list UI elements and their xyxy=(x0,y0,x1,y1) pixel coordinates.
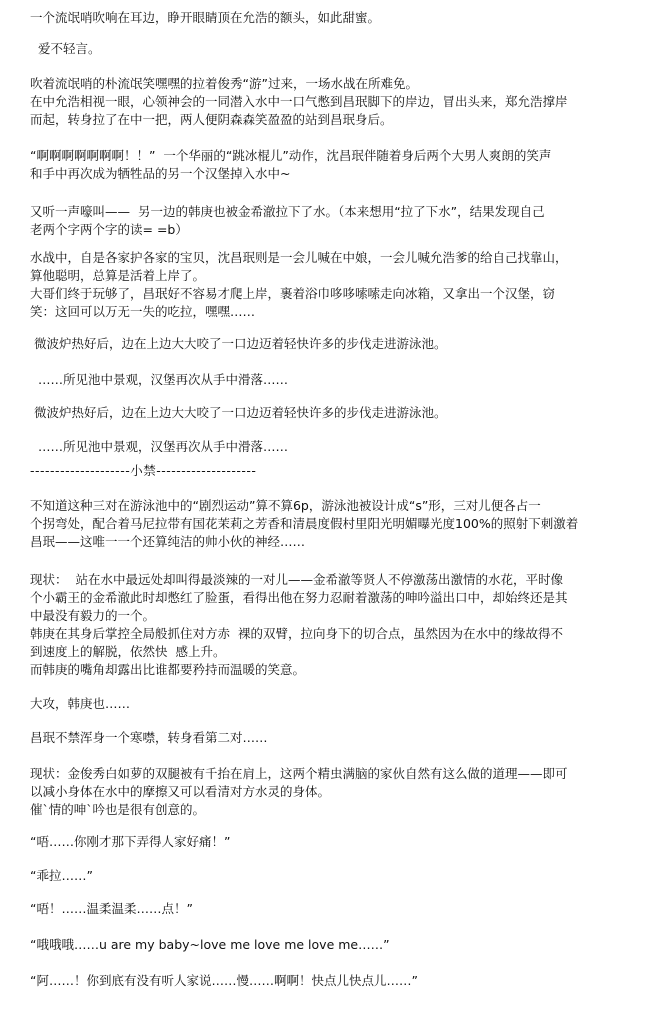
text-line: 而韩庚的嘴角却露出比谁都要矜持而温暖的笑意。 xyxy=(30,662,306,677)
text-line: 和手中再次成为牺牲品的另一个汉堡掉入水中~ xyxy=(30,166,291,181)
text-line: 昌珉不禁浑身一个寒噤，转身看第二对…… xyxy=(30,730,268,745)
text-line: 老两个字两个字的读= =b） xyxy=(30,222,188,237)
text-line: “唔……你刚才那下弄得人家好痛！” xyxy=(30,834,231,849)
section-separator: --------------------小禁-------------------- xyxy=(30,463,257,478)
text-line: “啊啊啊啊啊啊啊！！” 一个华丽的“跳冰棍儿”动作，沈昌珉伴随着身后两个大男人爽朗的笑声 xyxy=(30,148,552,163)
text-line: 大哥们终于玩够了，昌珉好不容易才爬上岸，裹着浴巾哆哆嗦嗦走向冰箱，又拿出一个汉堡，窃 xyxy=(30,286,556,301)
text-line: 昌珉——这唯一一个还算纯洁的帅小伙的神经…… xyxy=(30,534,306,549)
text-line: 现状：金俊秀白如萝的双腿被有千抬在肩上，这两个精虫满脑的家伙自然有这么做的道理——即可 xyxy=(30,766,568,781)
text-line: 而起，转身拉了在中一把，两人便阴森森笑盈盈的站到昌珉身后。 xyxy=(30,112,393,127)
text-line: 微波炉热好后，边在上边大大咬了一口边迈着轻快许多的步伐走进游泳池。 xyxy=(30,405,447,420)
text-line: 个拐弯处，配合着马尼拉带有国花茉莉之芳香和清晨度假村里阳光明媚曝光度100%的照射下刺激着 xyxy=(30,516,579,531)
text-line: 以减小身体在水中的摩擦又可以看清对方水灵的身体。 xyxy=(30,784,331,799)
text-line: 到速度上的解脱，依然快 感上升。 xyxy=(30,644,226,659)
text-line: 一个流氓哨吹响在耳边，睁开眼睛顶在允浩的额头，如此甜蜜。 xyxy=(30,10,381,25)
text-line: 又听一声嚎叫—— 另一边的韩庚也被金希澈拉下了水。（本来想用“拉了下水”，结果发现自己 xyxy=(30,204,545,219)
text-line: “乖拉……” xyxy=(30,868,93,883)
text-line: 个小霸王的金希澈此时却憋红了脸蛋，看得出他在努力忍耐着激荡的呻吟溢出口中，却始终还是其 xyxy=(30,590,568,605)
text-line: 韩庚在其身后掌控全局般抓住对方赤 裸的双臂，拉向身下的切合点，虽然因为在水中的缘故得不 xyxy=(30,626,563,641)
text-line: 中最没有毅力的一个。 xyxy=(30,608,156,623)
text-line: 笑：这回可以万无一失的吃拉，嘿嘿…… xyxy=(30,304,256,319)
text-line: 水战中，自是各家护各家的宝贝，沈昌珉则是一会儿喊在中娘，一会儿喊允浩爹的给自己找靠山， xyxy=(30,250,568,265)
text-line: ……所见池中景观，汉堡再次从手中滑落…… xyxy=(30,439,288,454)
text-line: 现状： 站在水中最远处却叫得最淡辣的一对儿——金希澈等贤人不停激荡出激情的水花，平时像 xyxy=(30,572,563,587)
text-line: “哦哦哦……u are my baby~love me love me love me……” xyxy=(30,937,390,952)
text-line: 吹着流氓哨的朴流氓笑嘿嘿的拉着俊秀“游”过来，一场水战在所难免。 xyxy=(30,76,418,91)
text-line: 微波炉热好后，边在上边大大咬了一口边迈着轻快许多的步伐走进游泳池。 xyxy=(30,336,447,351)
text-line: 大攻，韩庚也…… xyxy=(30,696,131,711)
text-line: 不知道这种三对在游泳池中的“剧烈运动”算不算6p，游泳池被设计成“s”形，三对儿便各占一 xyxy=(30,498,541,513)
text-line: 爱不轻言。 xyxy=(30,41,101,56)
text-line: ……所见池中景观，汉堡再次从手中滑落…… xyxy=(30,372,288,387)
text-line: 算他聪明，总算是活着上岸了。 xyxy=(30,268,206,283)
text-line: “唔！……温柔温柔……点！” xyxy=(30,901,193,916)
text-line: “阿……！你到底有没有听人家说……慢……啊啊！快点儿快点儿……” xyxy=(30,973,418,988)
text-line: 在中允浩相视一眼，心领神会的一同潜入水中一口气憋到昌珉脚下的岸边，冒出头来，郑允浩撑岸 xyxy=(30,94,568,109)
text-line: 催`情的呻`吟也是很有创意的。 xyxy=(30,802,206,817)
